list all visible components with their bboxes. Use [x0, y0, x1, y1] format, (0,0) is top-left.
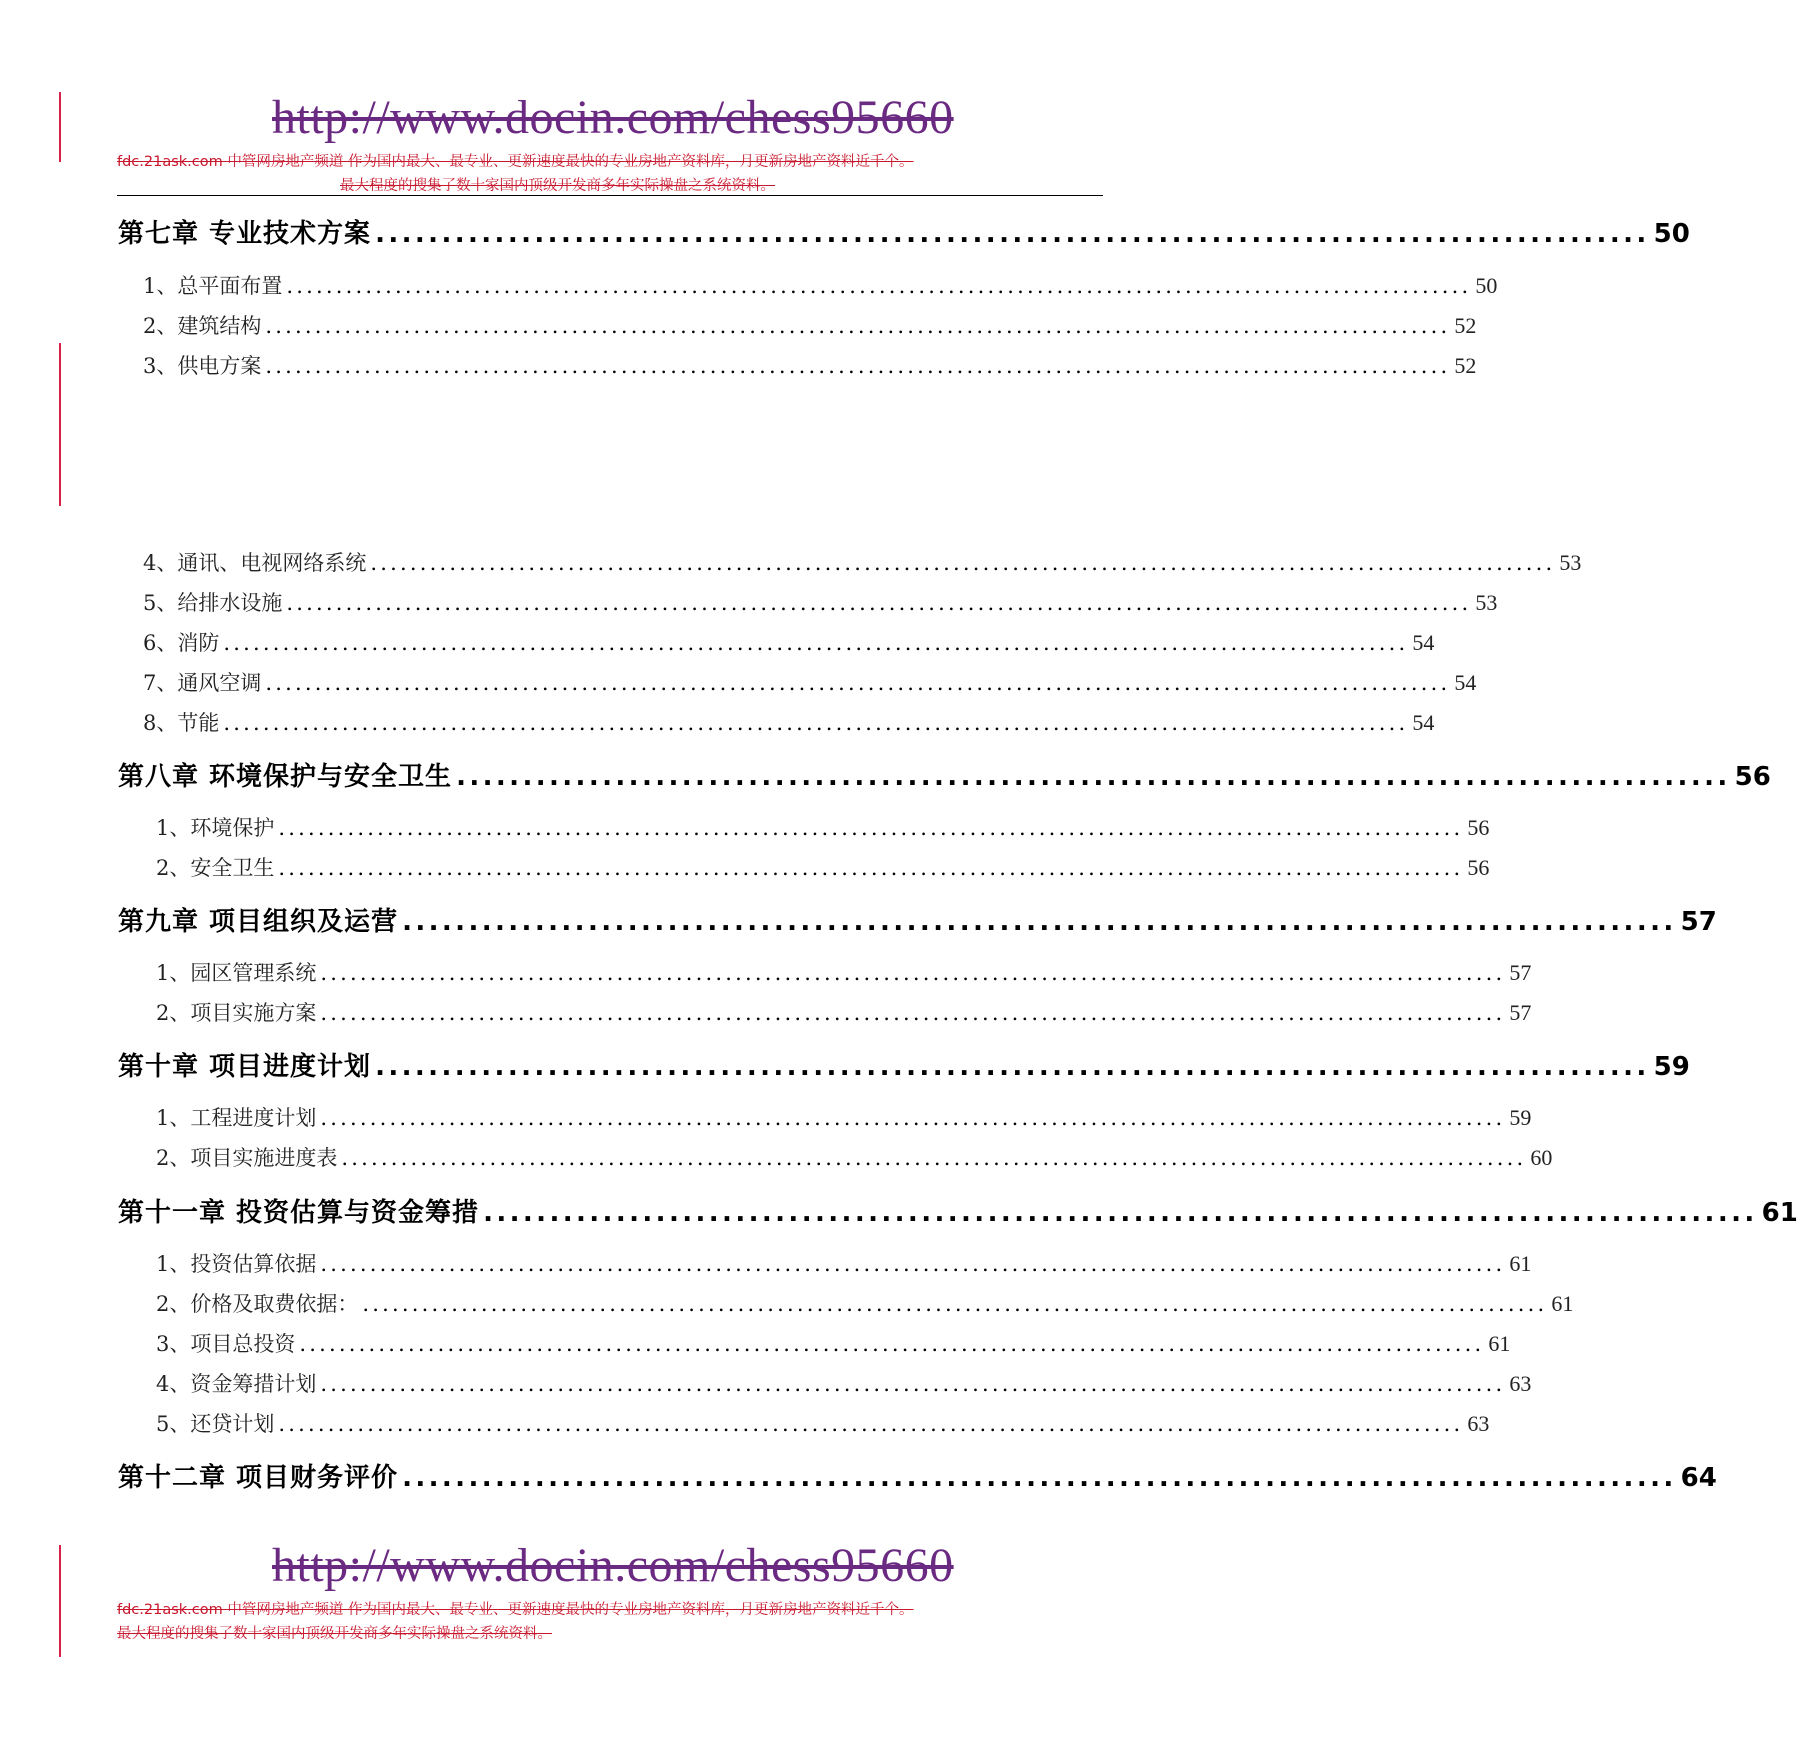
toc-item[interactable] — [156, 1142, 1553, 1172]
toc-leader-dots: ........................................................................................................................ — [278, 816, 1464, 840]
toc-item[interactable] — [156, 812, 1490, 842]
header-url-link[interactable]: http://www.docin.com/chess95660 — [272, 91, 954, 144]
toc-chapter-10[interactable] — [118, 1046, 1690, 1083]
toc-leader-dots: ................................................................................................ — [375, 1052, 1650, 1082]
toc-chapter-12[interactable] — [118, 1457, 1717, 1494]
toc-page-number: 54 — [1412, 630, 1435, 655]
toc-item[interactable] — [156, 1368, 1532, 1398]
toc-chapter-title: 第十一章 投资估算与资金筹措 — [118, 1198, 480, 1228]
toc-page-number: 59 — [1653, 1052, 1690, 1082]
toc-leader-dots: ........................................................................................................................ — [341, 1146, 1527, 1170]
toc-page-number: 57 — [1509, 1000, 1532, 1025]
toc-page-number: 56 — [1734, 762, 1771, 792]
toc-chapter-title: 第十章 项目进度计划 — [118, 1052, 372, 1082]
toc-item[interactable] — [143, 547, 1582, 577]
header-rule — [117, 195, 1103, 196]
toc-item-title: 1、工程进度计划 — [156, 1106, 317, 1130]
toc-leader-dots: ........................................................................................................................ — [320, 1372, 1506, 1396]
toc-item-title: 1、园区管理系统 — [156, 961, 317, 985]
toc-item[interactable] — [143, 627, 1435, 657]
toc-item-title: 2、项目实施进度表 — [156, 1146, 338, 1170]
toc-chapter-title: 第七章 专业技术方案 — [118, 219, 372, 249]
toc-page-number: 52 — [1454, 353, 1477, 378]
toc-page-number: 56 — [1467, 855, 1490, 880]
toc-page-number: 61 — [1509, 1251, 1532, 1276]
toc-page-number: 54 — [1454, 670, 1477, 695]
toc-leader-dots: ................................................................................................ — [456, 762, 1731, 792]
toc-item[interactable] — [156, 1248, 1532, 1278]
toc-item[interactable] — [143, 707, 1435, 737]
toc-page-number: 64 — [1680, 1463, 1717, 1493]
footer-url-link[interactable]: http://www.docin.com/chess95660 — [272, 1539, 954, 1592]
toc-page-number: 53 — [1475, 590, 1498, 615]
toc-chapter-8[interactable] — [118, 756, 1771, 793]
margin-mark-top — [59, 92, 61, 162]
toc-item-title: 2、项目实施方案 — [156, 1001, 317, 1025]
toc-item-title: 4、资金筹措计划 — [156, 1372, 317, 1396]
toc-item[interactable] — [156, 997, 1532, 1027]
footer-watermark-line1: fdc.21ask.com 中管网房地产频道 作为国内最大、最专业、更新速度最快的专业房地产资料库，月更新房地产资料近千个。 — [117, 1602, 914, 1618]
toc-item[interactable] — [143, 310, 1477, 340]
toc-leader-dots: ........................................................................................................................ — [320, 1001, 1506, 1025]
toc-page-number: 52 — [1454, 313, 1477, 338]
toc-item[interactable] — [156, 1102, 1532, 1132]
toc-item[interactable] — [143, 587, 1498, 617]
toc-leader-dots: ........................................................................................................................ — [320, 961, 1506, 985]
toc-leader-dots: ........................................................................................................................ — [286, 274, 1472, 298]
toc-item-title: 1、投资估算依据 — [156, 1252, 317, 1276]
toc-item-title: 4、通讯、电视网络系统 — [143, 551, 367, 575]
toc-item[interactable] — [143, 667, 1477, 697]
toc-item-title: 2、价格及取费依据： — [156, 1292, 359, 1316]
toc-page-number: 50 — [1475, 273, 1498, 298]
toc-leader-dots: ................................................................................................ — [402, 1463, 1677, 1493]
margin-mark-mid — [59, 343, 61, 506]
toc-chapter-title: 第十二章 项目财务评价 — [118, 1463, 399, 1493]
toc-leader-dots: ........................................................................................................................ — [223, 711, 1409, 735]
toc-item-title: 2、安全卫生 — [156, 856, 275, 880]
toc-item[interactable] — [143, 350, 1477, 380]
toc-item-title: 3、项目总投资 — [156, 1332, 296, 1356]
toc-item[interactable] — [156, 957, 1532, 987]
toc-chapter-7[interactable] — [118, 213, 1690, 250]
toc-item[interactable] — [156, 1328, 1511, 1358]
toc-leader-dots: ........................................................................................................................ — [320, 1252, 1506, 1276]
toc-leader-dots: ........................................................................................................................ — [320, 1106, 1506, 1130]
toc-chapter-title: 第九章 项目组织及运营 — [118, 907, 399, 937]
toc-leader-dots: ........................................................................................................................ — [370, 551, 1556, 575]
toc-item-title: 5、给排水设施 — [143, 591, 283, 615]
toc-leader-dots: ........................................................................................................................ — [278, 856, 1464, 880]
toc-item-title: 1、环境保护 — [156, 816, 275, 840]
toc-chapter-title: 第八章 环境保护与安全卫生 — [118, 762, 453, 792]
header-watermark-line1: fdc.21ask.com 中管网房地产频道 作为国内最大、最专业、更新速度最快的专业房地产资料库，月更新房地产资料近千个。 — [117, 154, 914, 170]
toc-leader-dots: ........................................................................................................................ — [265, 671, 1451, 695]
toc-leader-dots: ................................................................................................ — [483, 1198, 1758, 1228]
toc-page-number: 56 — [1467, 815, 1490, 840]
toc-page-number: 57 — [1509, 960, 1532, 985]
toc-item-title: 2、建筑结构 — [143, 314, 262, 338]
header-watermark-line2: 最大程度的搜集了数十家国内顶级开发商多年实际操盘之系统资料。 — [340, 178, 775, 194]
toc-item-title: 1、总平面布置 — [143, 274, 283, 298]
toc-page-number: 57 — [1680, 907, 1717, 937]
toc-item-title: 5、还贷计划 — [156, 1412, 275, 1436]
toc-page-number: 50 — [1653, 219, 1690, 249]
toc-page-number: 53 — [1559, 550, 1582, 575]
toc-leader-dots: ........................................................................................................................ — [265, 354, 1451, 378]
footer-watermark-line2: 最大程度的搜集了数十家国内顶级开发商多年实际操盘之系统资料。 — [117, 1626, 552, 1642]
toc-item-title: 3、供电方案 — [143, 354, 262, 378]
toc-leader-dots: ........................................................................................................................ — [265, 314, 1451, 338]
toc-page-number: 61 — [1551, 1291, 1574, 1316]
toc-leader-dots: ........................................................................................................................ — [278, 1412, 1464, 1436]
toc-page-number: 63 — [1509, 1371, 1532, 1396]
toc-chapter-9[interactable] — [118, 901, 1717, 938]
toc-item[interactable] — [156, 1288, 1574, 1318]
toc-item-title: 8、节能 — [143, 711, 220, 735]
toc-page-number: 63 — [1467, 1411, 1490, 1436]
toc-item-title: 6、消防 — [143, 631, 220, 655]
margin-mark-bottom — [59, 1545, 61, 1657]
toc-page-number: 59 — [1509, 1105, 1532, 1130]
toc-page-number: 61 — [1761, 1198, 1798, 1228]
toc-item[interactable] — [156, 852, 1490, 882]
toc-page-number: 61 — [1488, 1331, 1511, 1356]
toc-item-title: 7、通风空调 — [143, 671, 262, 695]
toc-leader-dots: ........................................................................................................................ — [299, 1332, 1485, 1356]
toc-page-number: 60 — [1530, 1145, 1553, 1170]
toc-leader-dots: ................................................................................................ — [402, 907, 1677, 937]
toc-item[interactable] — [143, 270, 1498, 300]
toc-leader-dots: ........................................................................................................................ — [223, 631, 1409, 655]
toc-chapter-11[interactable] — [118, 1192, 1798, 1229]
toc-item[interactable] — [156, 1408, 1490, 1438]
toc-page-number: 54 — [1412, 710, 1435, 735]
toc-leader-dots: ................................................................................................ — [375, 219, 1650, 249]
toc-leader-dots: ........................................................................................................................ — [286, 591, 1472, 615]
toc-leader-dots: ........................................................................................................................ — [362, 1292, 1548, 1316]
